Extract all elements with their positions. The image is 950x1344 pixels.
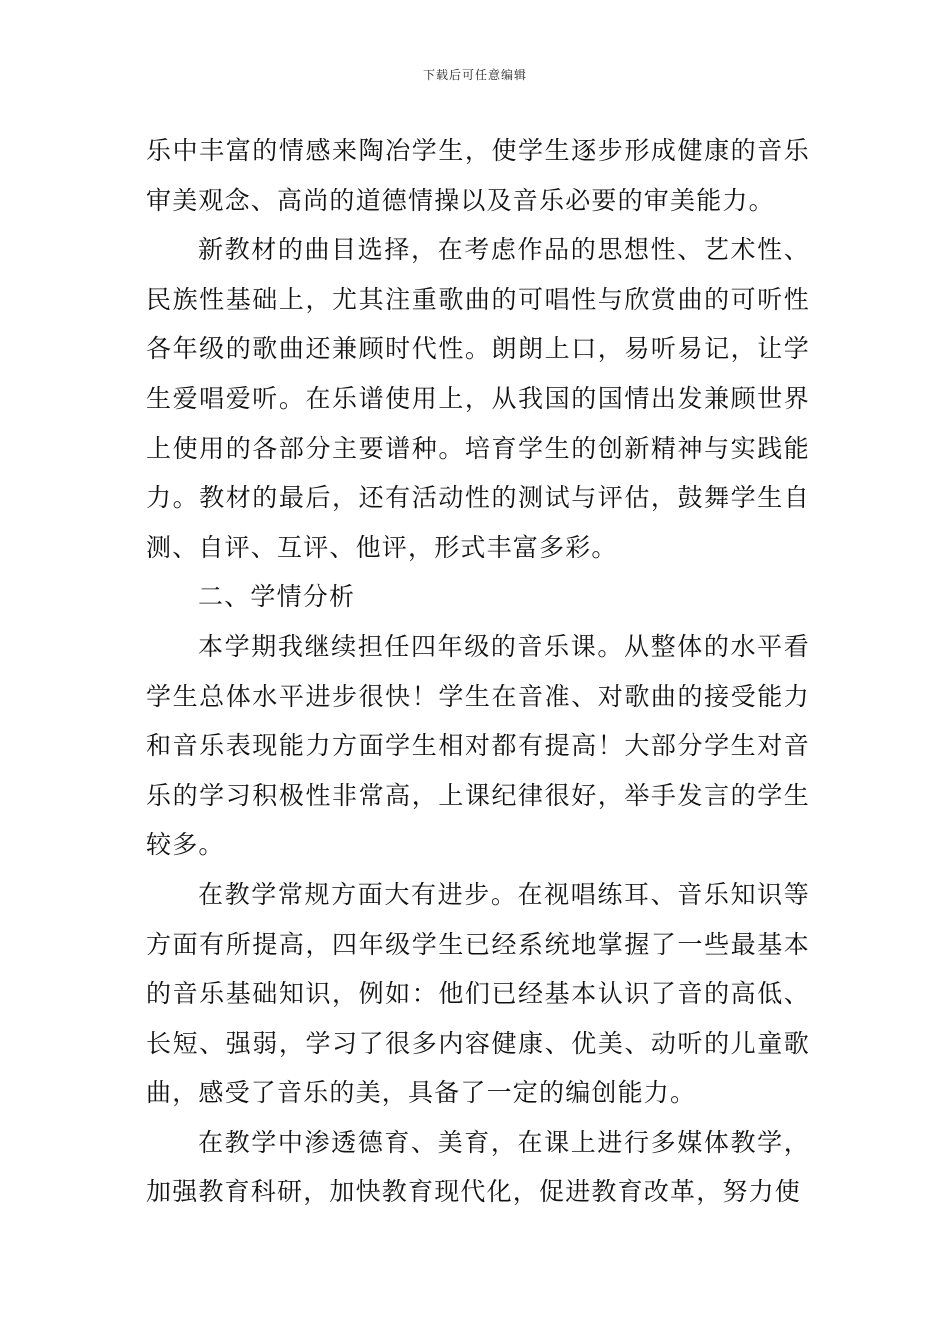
paragraph-1: 乐中丰富的情感来陶冶学生，使学生逐步形成健康的音乐审美观念、高尚的道德情操以及音乐必要的审美能力。 [146, 136, 810, 215]
section-heading: 二、学情分析 [198, 582, 356, 612]
document-body [146, 126, 810, 1217]
page-header: 下载后可任意编辑 [422, 68, 527, 82]
paragraph-5: 在教学中渗透德育、美育，在课上进行多媒体教学，加强教育科研，加快教育现代化，促进教育改革，努力使 [146, 1127, 810, 1207]
paragraph-2: 新教材的曲目选择，在考虑作品的思想性、艺术性、民族性基础上，尤其注重歌曲的可唱性与欣赏曲的可听性各年级的歌曲还兼顾时代性。朗朗上口，易听易记，让学生爱唱爱听。在乐谱使用上，从我国的国情出发兼顾世界上使用的各部分主要谱种。培育学生的创新精神与实践能力。教材的最后，还有活动性的测试与评估，鼓舞学生自测、自评、互评、他评，形式丰富多彩。 [146, 235, 810, 562]
paragraph-4: 在教学常规方面大有进步。在视唱练耳、音乐知识等方面有所提高，四年级学生已经系统地掌握了一些最基本的音乐基础知识，例如：他们已经基本认识了音的高低、长短、强弱，学习了很多内容健康、优美、动听的儿童歌曲，感受了音乐的美，具备了一定的编创能力。 [146, 879, 810, 1108]
paragraph-3: 本学期我继续担任四年级的音乐课。从整体的水平看学生总体水平进步很快！学生在音准、对歌曲的接受能力和音乐表现能力方面学生相对都有提高！大部分学生对音乐的学习积极性非常高，上课纪律很好，举手发言的学生较多。 [146, 631, 810, 860]
